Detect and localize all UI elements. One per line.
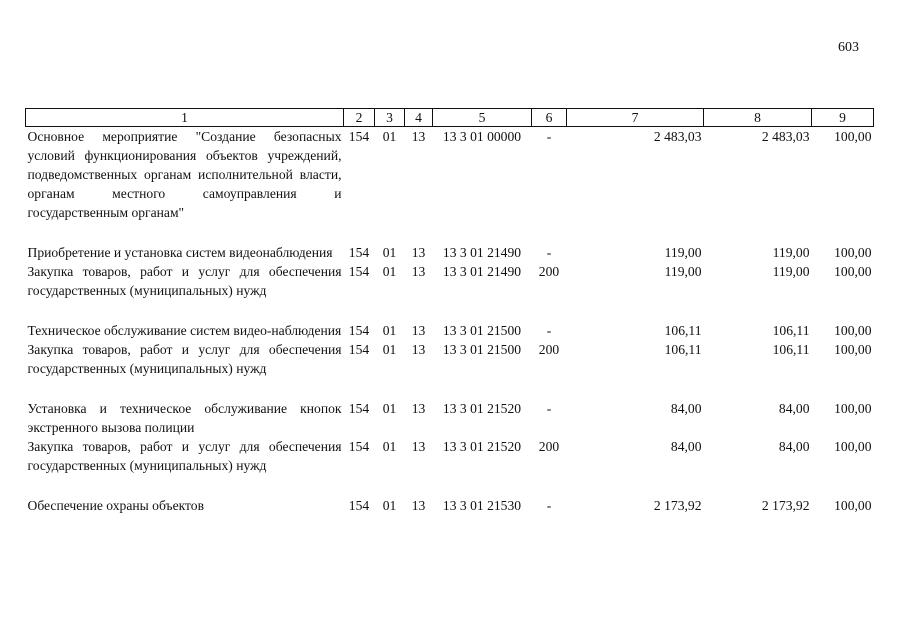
col-5-code: 13 3 01 21490 [442,245,522,260]
col-7-value: 2 483,03 [653,129,702,144]
col-7-value: 84,00 [670,401,702,416]
col-8-value: 119,00 [772,264,810,279]
col-8-value: 2 173,92 [761,498,810,513]
col-4-code: 13 [411,439,426,454]
table-row [26,321,874,340]
col-9-percent: 100,00 [834,342,872,357]
col-4-code: 13 [411,129,426,144]
column-header-5: 5 [433,109,532,127]
col-6-code: - [546,129,552,144]
col-7-value: 119,00 [664,264,702,279]
col-9-percent: 100,00 [834,498,872,513]
col-4-code: 13 [411,323,426,338]
page-number: 603 [838,40,859,55]
col-6-code: 200 [538,439,560,454]
table-row [26,496,874,515]
row-spacer [26,300,874,321]
col-2-code: 154 [348,342,370,357]
col-7-value: 2 173,92 [653,498,702,513]
col-7-value: 119,00 [664,245,702,260]
col-9-percent: 100,00 [834,129,872,144]
col-6-code: - [546,323,552,338]
row-spacer [26,475,874,496]
col-7-value: 84,00 [670,439,702,454]
col-4-code: 13 [411,401,426,416]
budget-table [25,108,874,515]
col-5-code: 13 3 01 21500 [442,323,522,338]
col-4-code: 13 [411,498,426,513]
table-row [26,399,874,437]
col-3-code: 01 [382,264,397,279]
col-3-code: 01 [382,129,397,144]
col-3-code: 01 [382,401,397,416]
col-3-code: 01 [382,498,397,513]
table-row [26,262,874,300]
table-body [26,127,874,516]
col-3-code: 01 [382,342,397,357]
item-name: Приобретение и установка систем видеонаблюдения [27,245,333,260]
table-row [26,243,874,262]
col-5-code: 13 3 01 21520 [442,401,522,416]
col-2-code: 154 [348,129,370,144]
col-2-code: 154 [348,264,370,279]
item-name: Закупка товаров, работ и услуг для обеспечения государственных (муниципальных) нужд [27,439,342,473]
col-2-code: 154 [348,498,370,513]
col-8-value: 106,11 [772,323,810,338]
col-6-code: 200 [538,342,560,357]
col-6-code: 200 [538,264,560,279]
column-header-9: 9 [812,109,874,127]
column-header-3: 3 [375,109,405,127]
item-name: Техническое обслуживание систем видео-наблюдения [27,323,342,338]
col-6-code: - [546,245,552,260]
col-9-percent: 100,00 [834,401,872,416]
header-row [26,109,874,127]
col-8-value: 84,00 [778,401,810,416]
col-3-code: 01 [382,245,397,260]
col-3-code: 01 [382,323,397,338]
col-6-code: - [546,401,552,416]
col-2-code: 154 [348,439,370,454]
column-header-6: 6 [532,109,567,127]
col-4-code: 13 [411,245,426,260]
table-row [26,127,874,223]
col-3-code: 01 [382,439,397,454]
col-7-value: 106,11 [664,342,702,357]
col-7-value: 106,11 [664,323,702,338]
item-name: Основное мероприятие "Создание безопасных условий функционирования объектов учреждений, подведомственных органам исполнительной власти, органам местного самоуправления и государственным органам" [27,129,342,220]
col-8-value: 84,00 [778,439,810,454]
col-8-value: 119,00 [772,245,810,260]
column-header-8: 8 [704,109,812,127]
col-9-percent: 100,00 [834,439,872,454]
item-name: Закупка товаров, работ и услуг для обеспечения государственных (муниципальных) нужд [27,342,342,376]
column-header-7: 7 [567,109,704,127]
col-5-code: 13 3 01 00000 [442,129,522,144]
col-9-percent: 100,00 [834,264,872,279]
column-header-4: 4 [405,109,433,127]
col-5-code: 13 3 01 21520 [442,439,522,454]
table-row [26,437,874,475]
col-4-code: 13 [411,342,426,357]
item-name: Обеспечение охраны объектов [27,498,205,513]
col-8-value: 106,11 [772,342,810,357]
col-2-code: 154 [348,245,370,260]
column-header-1: 1 [26,109,344,127]
col-2-code: 154 [348,401,370,416]
col-9-percent: 100,00 [834,245,872,260]
col-8-value: 2 483,03 [761,129,810,144]
col-2-code: 154 [348,323,370,338]
row-spacer [26,378,874,399]
col-6-code: - [546,498,552,513]
col-5-code: 13 3 01 21500 [442,342,522,357]
col-4-code: 13 [411,264,426,279]
col-5-code: 13 3 01 21490 [442,264,522,279]
col-5-code: 13 3 01 21530 [442,498,522,513]
col-9-percent: 100,00 [834,323,872,338]
item-name: Закупка товаров, работ и услуг для обеспечения государственных (муниципальных) нужд [27,264,342,298]
column-header-2: 2 [344,109,375,127]
item-name: Установка и техническое обслуживание кнопок экстренного вызова полиции [27,401,342,435]
table-header [26,109,874,127]
table-row [26,340,874,378]
row-spacer [26,222,874,243]
